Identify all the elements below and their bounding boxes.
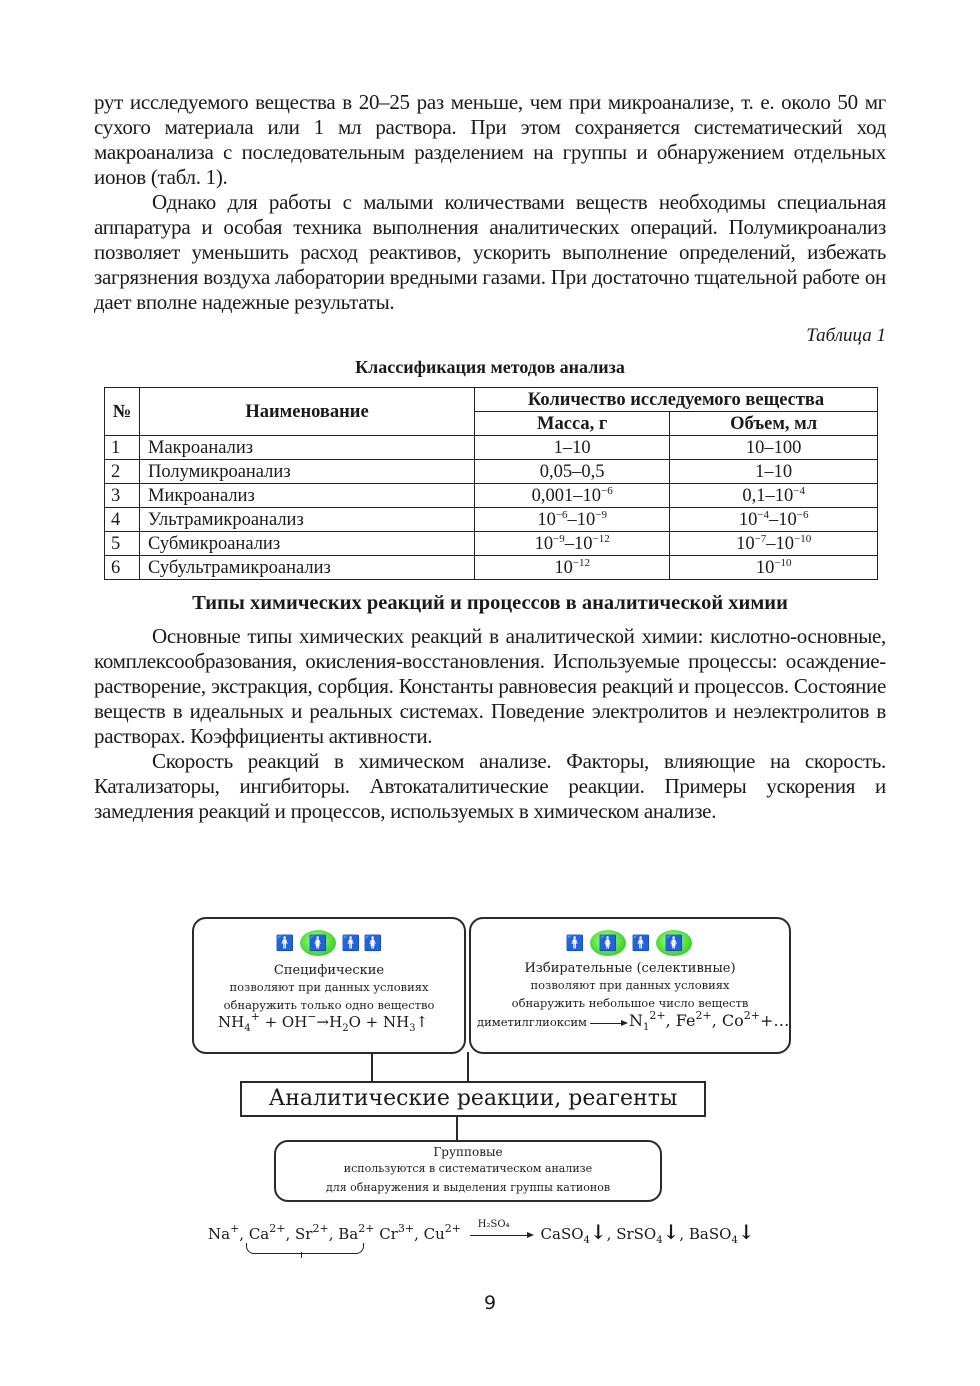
person-icon: 🚹 (341, 934, 361, 952)
table-title: Классификация методов анализа (355, 357, 625, 377)
selective-desc-2: обнаружить небольшое число веществ (511, 996, 749, 1010)
table-label: Таблица 1 (806, 325, 886, 346)
person-icon: 🚺 (363, 934, 383, 952)
header-group: Количество исследуемого вещества (475, 388, 878, 412)
header-name: Наименование (140, 388, 475, 436)
specific-title: Специфические (273, 963, 385, 978)
document-page (94, 90, 886, 824)
precipitate-arrow-icon: ↓ (589, 1220, 607, 1244)
connector-line (456, 1116, 458, 1142)
person-highlighted-icon: 🚺 (656, 930, 692, 956)
paragraph-4: Скорость реакций в химическом анализе. Факторы, влияющие на скорость. Катализаторы, ингибиторы. Автокаталитические реакции. Примеры ускорения и замедления реакций и процессов, используемых в химическом анализе. (94, 749, 886, 823)
header-volume: Объем, мл (670, 412, 878, 436)
table-row: 4 Ультрамикроанализ $10^{-6}-10^{-9}$ $10^{-4}-10^{-6}$ (105, 508, 878, 532)
table-row: 1 Макроанализ 1–10 10–100 (105, 436, 878, 460)
page-number: 9 (483, 1292, 497, 1314)
paragraph-3: Основные типы химических реакций в аналитической химии: кислотно-основные, комплексообразования, окисления-восстановления. Используемые процессы: осаждение-растворение, экстракция, сорбция. Константы равновесия реакций и процессов. Состояние веществ в идеальных и реальных системах. Поведение электролитов и неэлектролитов в растворах. Коэффициенты активности. (94, 624, 886, 748)
curly-brace-tip (301, 1252, 308, 1258)
people-icons (194, 927, 464, 959)
precipitate-arrow-icon: ↓ (662, 1220, 680, 1244)
person-icon: 🚹 (275, 934, 295, 952)
group-desc-2: для обнаружения и выделения группы катионов (325, 1181, 611, 1194)
table-row: 5 Субмикроанализ $10^{-9}-10^{-12}$ $10^{-7}-10^{-10}$ (105, 532, 878, 556)
specific-reactions-box (192, 917, 466, 1054)
person-highlighted-icon: 🚺 (590, 930, 626, 956)
selective-reactions-box (469, 917, 791, 1054)
analytical-reactions-diagram (190, 915, 795, 1275)
person-icon: 🚹 (631, 934, 651, 952)
table-row: 2 Полумикроанализ 0,05–0,5 1–10 (105, 460, 878, 484)
section-title: Типы химических реакций и процессов в аналитической химии (192, 592, 788, 614)
paragraph-1: рут исследуемого вещества в 20–25 раз меньше, чем при микроанализе, т. е. около 50 мг сухого материала или 1 мл раствора. При этом сохраняется систематический ход макроанализа с последовательным разделением на группы и обнаружением отдельных ионов (табл. 1). (94, 90, 886, 189)
header-mass: Масса, г (475, 412, 670, 436)
selective-title: Избирательные (селективные) (524, 961, 736, 976)
reaction-arrow: H₂SO₄ (470, 1235, 532, 1236)
paragraph-2: Однако для работы с малыми количествами веществ необходимы специальная аппаратура и особая техника выполнения аналитических операций. Полумикроанализ позволяет уменьшить расход реактивов, ускорить выполнение определений, избежать загрязнения воздуха лаборатории вредными газами. При достаточно тщательной работе он дает вполне надежные результаты. (94, 190, 886, 314)
group-reactions-box (274, 1140, 662, 1202)
group-title: Групповые (433, 1145, 503, 1159)
person-icon: 🚹 (565, 934, 585, 952)
precipitate-arrow-icon: ↓ (737, 1220, 755, 1244)
group-desc-1: используются в систематическом анализе (343, 1162, 593, 1175)
specific-equation: $NH_4^+ + OH^-\to H_2O$ + $NH_3↑$ (218, 1010, 429, 1034)
analytical-reactions-title-box: Аналитические реакции, реагенты (240, 1081, 706, 1117)
specific-desc-1: позволяют при данных условиях (229, 980, 429, 994)
arrow-icon (590, 1023, 626, 1024)
specific-desc-2: обнаружить только одно вещество (223, 998, 435, 1012)
person-highlighted-icon: 🚺 (300, 930, 336, 956)
header-num: № (105, 388, 140, 436)
selective-equation: диметилглиоксим $N_1^{2+}$, $Fe^{2+}$, $Co^{2+}+\dots$ (477, 1009, 790, 1033)
group-precipitation-equation: Na+, $Ca^{2+}$, $Sr^{2+}$, $Ba^{2+}$ $Cr^{3+}$, $Cu^{2+}$ H₂SO₄ CaSO$_4$↓, SrSO$_4$↓, BaSO$_4$↓ (208, 1218, 755, 1246)
table-row: 6 Субультрамикроанализ $10^{-12}$ $10^{-10}$ (105, 556, 878, 580)
selective-desc-1: позволяют при данных условиях (530, 978, 730, 992)
people-icons (471, 927, 789, 959)
classification-table (104, 387, 878, 580)
table-row: 3 Микроанализ $0,001-10^{-6}$ $0,1-10^{-4}$ (105, 484, 878, 508)
connector-line (371, 1052, 373, 1082)
connector-line (467, 1052, 469, 1082)
